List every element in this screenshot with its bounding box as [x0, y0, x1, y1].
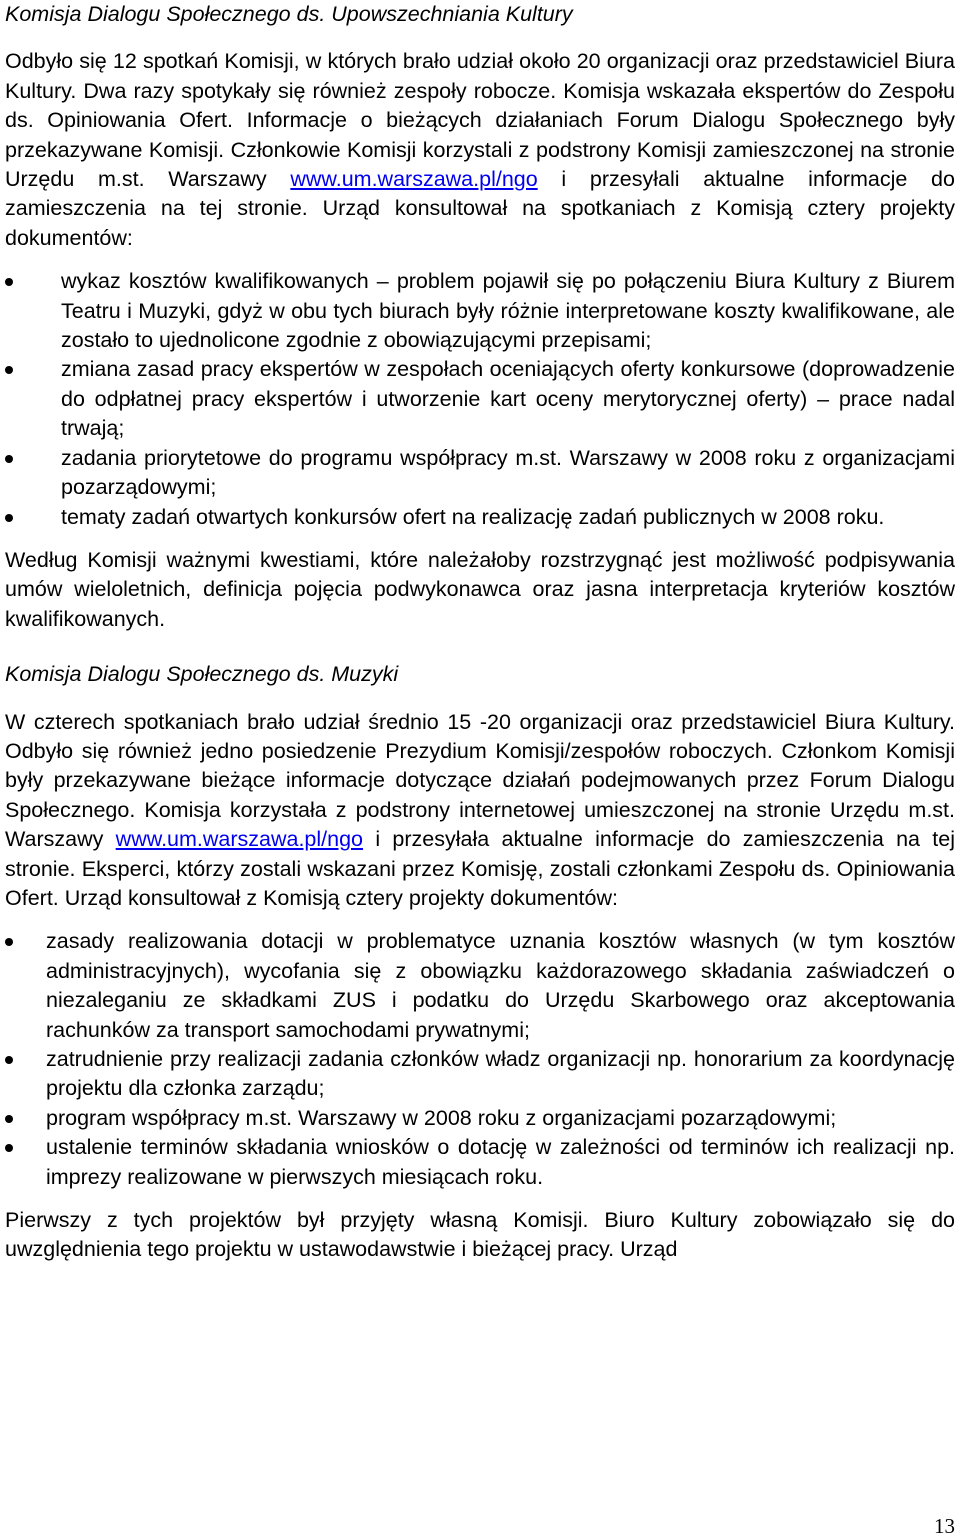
bullet-list-culture — [5, 267, 955, 532]
bullet-icon — [5, 278, 13, 286]
paragraph-text: i przesyłali aktualne informacje do zamieszczenia na tej stronie. Urząd konsultował na spotkaniach z Komisją cztery projekty dokumentów: — [5, 167, 955, 250]
list-item-text: zadania priorytetowe do programu współpracy m.st. Warszawy w 2008 roku z organizacjami pozarządowymi; — [61, 445, 955, 500]
spacer — [5, 913, 955, 927]
list-item — [5, 444, 955, 503]
paragraph-music-intro — [5, 708, 955, 914]
paragraph-culture-conclusion: Według Komisji ważnymi kwestiami, które należałoby rozstrzygnąć jest możliwość podpisywania umów wieloletnich, definicja pojęcia podwykonawca oraz jasna interpretacja kryteriów kosztów kwalifikowanych. — [5, 547, 955, 631]
section-heading-music: Komisja Dialogu Społecznego ds. Muzyki — [5, 662, 399, 687]
spacer — [5, 29, 955, 47]
paragraph-text: Odbyło się 12 spotkań Komisji, w których brało udział około 20 organizacji oraz przedstawiciel Biura Kultury. Dwa razy spotykały się również zespoły robocze. Komisja wskazała ekspertów do Zespołu ds. Opiniowania Ofert. Informacje o bieżących działaniach Forum Dialogu Społecznego były przekazywane Komisji. Członkowie Komisji korzystali z podstrony Komisji zamieszczonej na stronie Urzędu m.st. Warszawy — [5, 49, 955, 192]
list-item-text: wykaz kosztów kwalifikowanych – problem pojawił się po połączeniu Biura Kultury z Biurem Teatru i Muzyki, gdyż w obu tych biurach były różnie interpretowane koszty kwalifikowane, ale zostało to ujednolicone zgodnie z obowiązującymi przepisami; — [61, 269, 955, 353]
paragraph-culture-intro — [5, 47, 955, 253]
list-item — [5, 267, 955, 355]
list-item-text: zasady realizowania dotacji w problematyce uznania kosztów własnych (w tym kosztów administracyjnych), wycofania się z obowiązku każdorazowego składania zaświadczeń o niezaleganiu ze składkami ZUS i podatku do Urzędu Skarbowego oraz akceptowania rachunków za transport samochodami prywatnymi; — [46, 929, 955, 1042]
list-item — [5, 503, 955, 532]
ngo-link[interactable]: www.um.warszawa.pl/ngo — [115, 827, 364, 852]
paragraph-music-conclusion: Pierwszy z tych projektów był przyjęty własną Komisji. Biuro Kultury zobowiązało się do uwzględnienia tego projektu w ustawodawstwie i bieżącej pracy. Urząd — [5, 1208, 955, 1262]
spacer — [5, 253, 955, 267]
bullet-icon — [5, 1056, 13, 1064]
list-item-text: tematy zadań otwartych konkursów ofert na realizację zadań publicznych w 2008 roku. — [61, 504, 885, 529]
bullet-icon — [5, 514, 13, 522]
list-item — [5, 1133, 955, 1192]
list-item-text: zmiana zasad pracy ekspertów w zespołach oceniających oferty konkursowe (doprowadzenie do odpłatnej pracy ekspertów i utworzenie kart oceny merytorycznej oferty) – prace nadal trwają; — [61, 357, 955, 441]
spacer — [5, 690, 955, 708]
ngo-link[interactable]: www.um.warszawa.pl/ngo — [290, 167, 538, 192]
list-item — [5, 1045, 955, 1104]
document-page — [5, 0, 955, 1265]
bullet-icon — [5, 1144, 13, 1152]
bullet-icon — [5, 938, 13, 946]
page-number: 13 — [934, 1514, 955, 1538]
bullet-icon — [5, 455, 13, 463]
list-item-text: zatrudnienie przy realizacji zadania członków władz organizacji np. honorarium za koordynację projektu dla członka zarządu; — [46, 1047, 955, 1101]
list-item-text: ustalenie terminów składania wniosków o dotację w zależności od terminów ich realizacji np. imprezy realizowane w pierwszych miesiącach roku. — [46, 1135, 955, 1189]
bullet-icon — [5, 1115, 13, 1123]
list-item-text: program współpracy m.st. Warszawy w 2008 roku z organizacjami pozarządowymi; — [46, 1105, 837, 1130]
list-item — [5, 927, 955, 1045]
paragraph-text: W czterech spotkaniach brało udział średnio 15 -20 organizacji oraz przedstawiciel Biura Kultury. Odbyło się również jedno posiedzenie Prezydium Komisji/zespołów roboczych. Członkom Komisji były przekazywane bieżące informacje dotyczące działań podejmowanych przez Forum Dialogu Społecznego. Komisja korzystała z podstrony internetowej umieszczonej na stronie Urzędu m.st. Warszawy — [5, 709, 955, 852]
paragraph-text: i przesyłała aktualne informacje do zamieszczenia na tej stronie. Eksperci, którzy zostali wskazani przez Komisję, zostali członkami Zespołu ds. Opiniowania Ofert. Urząd konsultował z Komisją cztery projekty dokumentów: — [5, 827, 955, 910]
spacer — [5, 1192, 955, 1206]
spacer — [5, 634, 955, 660]
spacer — [5, 532, 955, 546]
bullet-list-music — [5, 927, 955, 1192]
section-heading-culture: Komisja Dialogu Społecznego ds. Upowszechniania Kultury — [5, 2, 573, 26]
list-item — [5, 355, 955, 443]
list-item — [5, 1104, 955, 1133]
bullet-icon — [5, 366, 13, 374]
